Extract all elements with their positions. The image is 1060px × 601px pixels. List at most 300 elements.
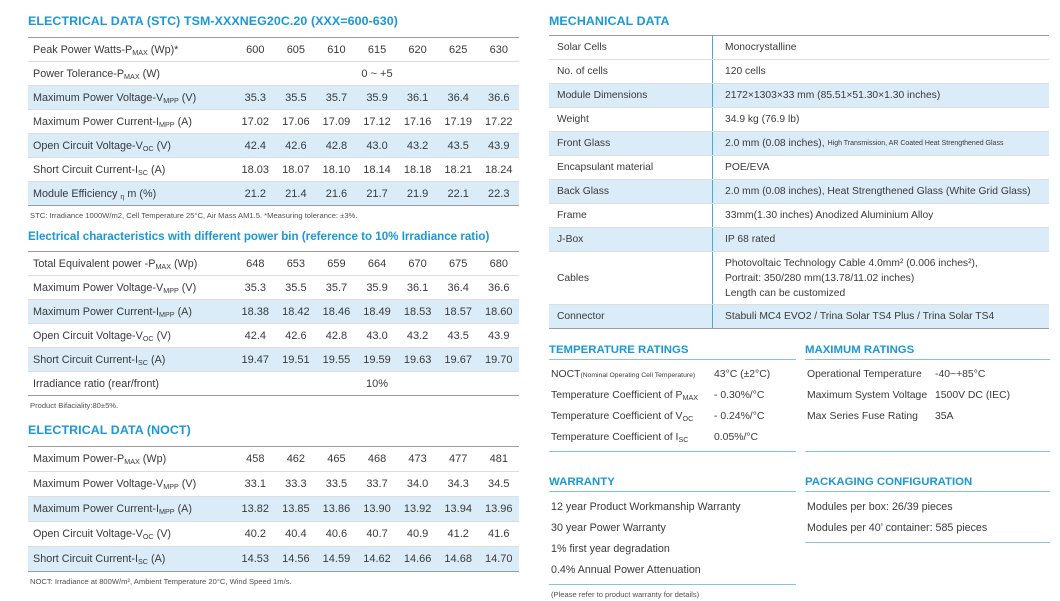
- cell-value: 14.56: [282, 553, 310, 565]
- row-label: [28, 44, 235, 56]
- cell-value: 600: [246, 43, 265, 56]
- cell-value: 664: [367, 257, 387, 270]
- list-item: 12 year Product Workmanship Warranty: [551, 500, 741, 513]
- label-text: Maximum Power Voltage-V: [33, 281, 164, 294]
- cell-value: 620: [408, 43, 427, 56]
- cell-value: 605: [286, 43, 306, 56]
- cell-value: 40.4: [285, 528, 307, 540]
- label-text: (V): [153, 528, 172, 540]
- cell-value: 43.2: [406, 139, 429, 152]
- cell-value: 18.46: [322, 305, 351, 318]
- label-text: (A): [174, 115, 192, 128]
- spec-label: Connector: [557, 311, 605, 322]
- cell-value: 18.03: [241, 163, 270, 176]
- cell-value: 625: [449, 43, 468, 56]
- section-title-warranty: WARRANTY: [549, 476, 796, 492]
- spec-label: Solar Cells: [557, 42, 607, 53]
- cell-value: 18.18: [403, 163, 432, 176]
- rating-label: [551, 390, 714, 401]
- spec-value-text: 2.0 mm (0.08 inches), Heat Strengthened Glass (White Grid Glass): [725, 186, 1031, 197]
- label-text: Short Circuit Current-I: [33, 553, 138, 565]
- label-subscript: SC: [138, 357, 148, 367]
- rating-label: [807, 369, 935, 380]
- cell-value: 36.4: [447, 281, 469, 294]
- cell-value: 33.1: [244, 478, 266, 490]
- cell-value: 33.7: [366, 478, 388, 490]
- cell-value: 21.2: [244, 187, 266, 200]
- label-subscript: MPP: [159, 507, 175, 516]
- spec-value-text: 2172×1303×33 mm (85.51×51.30×1.30 inches): [725, 90, 941, 101]
- cell-value: 19.55: [322, 353, 351, 366]
- spec-label: Frame: [557, 210, 587, 221]
- label-text: (V): [153, 139, 172, 152]
- cell-value: 19.63: [403, 353, 432, 366]
- row-label: [28, 354, 235, 366]
- right-column: [549, 0, 1050, 601]
- spec-value: [712, 132, 1049, 155]
- label-text: Peak Power Watts-P: [33, 43, 133, 56]
- spec-value-line: Portrait: 350/280 mm(13.78/11.02 inches): [725, 273, 915, 284]
- label-text: Open Circuit Voltage-V: [33, 329, 143, 342]
- rating-row: [807, 406, 1050, 427]
- cell-value-span: 0 ~ +5: [361, 67, 393, 80]
- table-row: [549, 131, 1049, 155]
- row-label: [28, 503, 235, 515]
- rating-value: - 0.24%/°C: [714, 411, 765, 422]
- row-label: [28, 528, 235, 540]
- label-subscript: MPP: [163, 285, 179, 295]
- cell-value: 43.5: [447, 329, 469, 342]
- footnote-bifaciality: Product Bifaciality:80±5%.: [30, 401, 119, 410]
- spec-label: Front Glass: [557, 138, 611, 149]
- table-row: [28, 133, 519, 157]
- cell-value: 40.6: [325, 528, 348, 540]
- row-label: [28, 306, 235, 318]
- cell-value: 653: [286, 257, 306, 270]
- cell-value: 21.6: [325, 187, 348, 200]
- table-row: [28, 347, 519, 371]
- spec-value-text: Monocrystalline: [725, 42, 797, 53]
- footnote-stc: STC: Irradiance 1000W/m2, Cell Temperature 25°C, Air Mass AM1.5. *Measuring tolerance: ±3%.: [30, 211, 358, 220]
- label-text: Maximum Power Voltage-V: [33, 91, 164, 104]
- cell-value: 17.16: [403, 115, 432, 128]
- cell-value: 648: [246, 257, 265, 270]
- cell-value: 42.6: [285, 139, 307, 152]
- cell-value: 17.22: [484, 115, 513, 128]
- label-text: Maximum Power Voltage-V: [33, 478, 164, 490]
- table-row: [28, 471, 519, 496]
- cell-value: 473: [408, 453, 427, 465]
- mechanical-table: [549, 35, 1049, 329]
- rating-value: 0.05%/°C: [714, 432, 759, 443]
- cell-value: 13.94: [444, 503, 472, 515]
- rating-value: -40~+85°C: [935, 369, 986, 380]
- cell-value: 43.0: [366, 329, 388, 342]
- list-item: 0.4% Annual Power Attenuation: [551, 563, 701, 576]
- cell-value: 34.5: [488, 478, 510, 490]
- row-label: [28, 164, 235, 176]
- cell-value: 19.70: [484, 353, 513, 366]
- cell-value: 13.82: [241, 503, 270, 515]
- cell-value: 19.59: [363, 353, 391, 366]
- maximum-ratings-list: [805, 360, 1050, 452]
- cell-value: 481: [489, 453, 508, 465]
- rating-row: [551, 385, 796, 406]
- rating-label: [807, 390, 935, 401]
- cell-value: 610: [327, 43, 346, 56]
- spec-value: [712, 252, 1049, 304]
- section-title-maximum-ratings: MAXIMUM RATINGS: [805, 344, 1050, 360]
- label-subscript: SC: [678, 435, 689, 444]
- cell-value: 40.2: [244, 528, 266, 540]
- rating-value: 43°C (±2°C): [714, 369, 771, 380]
- row-label: [28, 188, 235, 200]
- cell-value: 43.0: [366, 139, 388, 152]
- cell-value: 42.8: [325, 329, 348, 342]
- cell-value: 17.06: [282, 115, 310, 128]
- table-row: [549, 304, 1049, 328]
- cell-value: 18.53: [403, 305, 432, 318]
- rating-value: 1500V DC (IEC): [935, 390, 1011, 401]
- label-text: Total Equivalent power -P: [33, 257, 156, 270]
- cell-value: 42.8: [325, 139, 348, 152]
- spec-label: Module Dimensions: [557, 90, 648, 101]
- cell-value: 615: [367, 43, 387, 56]
- row-label: [28, 378, 235, 390]
- spec-value-line: Length can be customized: [725, 288, 846, 299]
- list-item: 1% first year degradation: [551, 542, 670, 555]
- label-text: Temperature Coefficient of P: [551, 390, 683, 401]
- cell-value: 42.6: [285, 329, 307, 342]
- table-row: [549, 36, 1049, 59]
- label-subscript: MAX: [155, 261, 172, 271]
- cell-value: 40.7: [366, 528, 388, 540]
- cell-value: 34.0: [406, 478, 429, 490]
- label-subscript: OC: [682, 414, 694, 423]
- cell-value: 36.1: [406, 91, 429, 104]
- stc-table: [28, 37, 519, 206]
- label-text: Open Circuit Voltage-V: [33, 528, 143, 540]
- list-item: Modules per box: 26/39 pieces: [807, 500, 953, 513]
- spec-value-text: 33mm(1.30 inches) Anodized Aluminium Alloy: [725, 210, 934, 221]
- cell-value: 36.6: [488, 281, 510, 294]
- rating-label: [807, 411, 935, 422]
- cell-value: 21.4: [285, 187, 307, 200]
- cell-value: 21.7: [366, 187, 388, 200]
- noct-table: [28, 446, 519, 572]
- label-text: m (%): [124, 187, 157, 200]
- cell-value: 22.1: [447, 187, 469, 200]
- rating-label: [551, 432, 714, 443]
- label-text: Maximum Power Current-I: [33, 305, 159, 318]
- cell-value: 18.60: [484, 305, 513, 318]
- spec-value: [712, 305, 1049, 328]
- label-text: Maximum Power Current-I: [33, 503, 159, 515]
- rating-row: [551, 406, 796, 427]
- cell-value: 13.92: [403, 503, 432, 515]
- label-text: (Wp): [171, 257, 198, 270]
- cell-value: 18.49: [363, 305, 391, 318]
- spec-value-text: Stabuli MC4 EVO2 / Trina Solar TS4 Plus / Trina Solar TS4: [725, 311, 995, 322]
- row-label: [28, 453, 235, 465]
- cell-value: 17.02: [241, 115, 270, 128]
- temperature-ratings-section: [549, 344, 796, 452]
- spec-value: [712, 180, 1049, 203]
- spec-value-text: 120 cells: [725, 66, 766, 77]
- label-subscript: SC: [138, 167, 148, 177]
- rating-row: [551, 427, 796, 448]
- cell-value: 43.5: [447, 139, 469, 152]
- row-label: [28, 140, 235, 152]
- label-subscript: MPP: [163, 95, 179, 105]
- label-subscript: OC: [142, 143, 154, 153]
- table-row: [28, 109, 519, 133]
- spec-label: Cables: [557, 272, 590, 284]
- cell-value: 35.5: [285, 281, 307, 294]
- label-text: Operational Temperature: [807, 369, 922, 380]
- cell-value: 17.12: [363, 115, 391, 128]
- label-subscript: MAX: [124, 71, 140, 81]
- cell-value: 18.10: [322, 163, 351, 176]
- section-title-power-bin: Electrical characteristics with different power bin (reference to 10% Irradiance ratio): [28, 230, 490, 243]
- label-subscript: MPP: [163, 482, 179, 491]
- label-text: (A): [148, 163, 166, 176]
- cell-value: 18.38: [241, 305, 270, 318]
- row-label: [28, 92, 235, 104]
- cell-value: 13.90: [363, 503, 391, 515]
- left-column: [28, 6, 519, 586]
- cell-value: 18.21: [444, 163, 472, 176]
- cell-value: 13.96: [484, 503, 513, 515]
- table-row: [28, 275, 519, 299]
- cell-value: 35.9: [366, 91, 388, 104]
- packaging-list: [805, 492, 1050, 543]
- rating-row: [807, 385, 1050, 406]
- cell-value: 675: [449, 257, 468, 270]
- cell-value: 36.4: [447, 91, 469, 104]
- cell-value: 458: [246, 453, 265, 465]
- table-row: [28, 496, 519, 521]
- section-title-temperature-ratings: TEMPERATURE RATINGS: [549, 344, 796, 360]
- cell-value: 680: [489, 257, 508, 270]
- cell-value: 477: [449, 453, 468, 465]
- cell-value: 19.47: [241, 353, 270, 366]
- row-label: [28, 478, 235, 490]
- table-row: [28, 38, 519, 61]
- label-text: (A): [148, 353, 166, 366]
- cell-value: 18.14: [363, 163, 391, 176]
- cell-value: 22.3: [488, 187, 510, 200]
- maximum-ratings-section: [805, 344, 1050, 452]
- label-text: Maximum System Voltage: [807, 390, 928, 401]
- label-text: Maximum Power-P: [33, 453, 125, 465]
- spec-label: Weight: [557, 114, 589, 125]
- table-row: [28, 521, 519, 546]
- label-text: (V): [178, 478, 197, 490]
- list-item: Modules per 40’ container: 585 pieces: [807, 521, 988, 534]
- cell-value: 43.9: [488, 329, 510, 342]
- label-text: Irradiance ratio (rear/front): [33, 377, 160, 390]
- section-title-packaging: PACKAGING CONFIGURATION: [805, 476, 1050, 492]
- table-row: [549, 227, 1049, 251]
- label-text: (A): [174, 503, 192, 515]
- cell-value: 14.62: [363, 553, 391, 565]
- cell-value: 14.53: [241, 553, 270, 565]
- cell-value: 41.6: [488, 528, 510, 540]
- table-row: [28, 181, 519, 205]
- table-row: [28, 546, 519, 571]
- cell-value: 35.3: [244, 91, 266, 104]
- label-text: Power Tolerance-P: [33, 67, 125, 80]
- label-text: Maximum Power Current-I: [33, 115, 159, 128]
- cell-value: 670: [408, 257, 427, 270]
- label-smalltext: (Nominal Operating Cell Temperature): [580, 372, 696, 379]
- table-row: [549, 83, 1049, 107]
- label-subscript: MPP: [159, 309, 175, 319]
- label-text: Max Series Fuse Rating: [807, 411, 918, 422]
- table-row: [28, 323, 519, 347]
- spec-label: J-Box: [557, 234, 584, 245]
- cell-value: 42.4: [244, 139, 266, 152]
- power-bin-table: [28, 251, 519, 396]
- label-text: (Wp): [139, 453, 167, 465]
- cell-value: 34.3: [447, 478, 469, 490]
- warranty-section: [549, 476, 796, 599]
- table-row: [549, 203, 1049, 227]
- row-label: [28, 330, 235, 342]
- spec-value: [712, 228, 1049, 251]
- spec-value-text: POE/EVA: [725, 162, 770, 173]
- spec-value-text: 34.9 kg (76.9 lb): [725, 114, 800, 125]
- cell-value: 43.2: [406, 329, 429, 342]
- temperature-ratings-list: [549, 360, 796, 452]
- table-row: [549, 155, 1049, 179]
- cell-value: 465: [327, 453, 346, 465]
- cell-value: 468: [367, 453, 387, 465]
- warranty-list: [549, 492, 796, 585]
- cell-value: 13.86: [322, 503, 351, 515]
- label-text: (V): [178, 281, 197, 294]
- cell-value: 19.67: [444, 353, 472, 366]
- mechanical-section: [549, 8, 1049, 329]
- cell-value: 42.4: [244, 329, 266, 342]
- cell-value: 14.68: [444, 553, 472, 565]
- row-label: [28, 282, 235, 294]
- cell-value-span: 10%: [365, 377, 389, 390]
- spec-label: No. of cells: [557, 66, 608, 77]
- label-subscript: η: [120, 191, 125, 201]
- spec-value-smalltext: High Transmission, AR Coated Heat Strengthened Glass: [827, 140, 1004, 147]
- footnote-warranty: (Please refer to product warranty for details): [551, 590, 700, 599]
- rating-row: [551, 364, 796, 385]
- table-row: [28, 157, 519, 181]
- cell-value: 18.07: [282, 163, 310, 176]
- rating-value: - 0.30%/°C: [714, 390, 765, 401]
- cell-value: 33.5: [325, 478, 348, 490]
- cell-value: 13.85: [282, 503, 310, 515]
- cell-value: 462: [286, 453, 306, 465]
- cell-value: 14.70: [484, 553, 513, 565]
- spec-value: [712, 108, 1049, 131]
- label-text: Temperature Coefficient of V: [551, 411, 683, 422]
- spec-value-line: Photovoltaic Technology Cable 4.0mm² (0.006 inches²),: [725, 258, 978, 269]
- spec-value: [712, 204, 1049, 227]
- cell-value: 18.57: [444, 305, 472, 318]
- table-row: [549, 107, 1049, 131]
- label-text: (A): [174, 305, 192, 318]
- cell-value: 21.9: [406, 187, 429, 200]
- cell-value: 18.24: [484, 163, 513, 176]
- spec-value: [712, 156, 1049, 179]
- table-row: [549, 251, 1049, 304]
- label-text: Short Circuit Current-I: [33, 353, 138, 366]
- label-subscript: MAX: [124, 457, 140, 466]
- label-text: (Wp)*: [147, 43, 179, 56]
- cell-value: 17.19: [444, 115, 472, 128]
- cell-value: 14.66: [403, 553, 432, 565]
- spec-label: Back Glass: [557, 186, 610, 197]
- table-row: [549, 179, 1049, 203]
- table-row: [28, 447, 519, 471]
- spec-value: [712, 84, 1049, 107]
- label-text: Module Efficiency: [33, 187, 121, 200]
- cell-value: 36.6: [488, 91, 510, 104]
- row-label: [28, 553, 235, 565]
- label-subscript: MPP: [159, 119, 175, 129]
- table-row: [28, 299, 519, 323]
- cell-value: 35.5: [285, 91, 307, 104]
- label-subscript: MAX: [132, 47, 148, 57]
- row-label: [28, 258, 235, 270]
- label-subscript: SC: [138, 557, 148, 566]
- cell-value: 35.7: [325, 281, 348, 294]
- cell-value: 14.59: [322, 553, 351, 565]
- cell-value: 35.7: [325, 91, 348, 104]
- label-text: (V): [153, 329, 172, 342]
- label-text: Open Circuit Voltage-V: [33, 139, 143, 152]
- spec-value-text: 2.0 mm (0.08 inches),: [725, 138, 825, 149]
- label-subscript: MAX: [682, 393, 699, 402]
- cell-value: 630: [489, 43, 508, 56]
- table-row: [28, 85, 519, 109]
- list-item: 30 year Power Warranty: [551, 521, 666, 534]
- label-text: NOCT: [551, 369, 581, 380]
- row-label: [28, 68, 235, 80]
- cell-value: 33.3: [285, 478, 307, 490]
- cell-value: 40.9: [406, 528, 429, 540]
- label-text: Temperature Coefficient of I: [551, 432, 679, 443]
- label-text: (A): [148, 553, 166, 565]
- label-subscript: OC: [142, 333, 154, 343]
- spec-value: [712, 36, 1049, 59]
- section-title-electrical-stc: ELECTRICAL DATA (STC) TSM-XXXNEG20C.20 (XXX=600-630): [28, 14, 398, 28]
- label-text: Short Circuit Current-I: [33, 163, 138, 176]
- cell-value: 36.1: [406, 281, 429, 294]
- rating-value: 35A: [935, 411, 954, 422]
- rating-label: [551, 411, 714, 422]
- table-row: [28, 252, 519, 275]
- rating-row: [807, 364, 1050, 385]
- cell-value: 19.51: [282, 353, 310, 366]
- cell-value: 35.9: [366, 281, 388, 294]
- rating-label: [551, 369, 714, 380]
- table-row: [28, 61, 519, 85]
- label-text: (V): [178, 91, 197, 104]
- spec-value: [712, 60, 1049, 83]
- spec-label: Encapsulant material: [557, 162, 654, 173]
- label-text: (W): [139, 67, 160, 80]
- cell-value: 43.9: [488, 139, 510, 152]
